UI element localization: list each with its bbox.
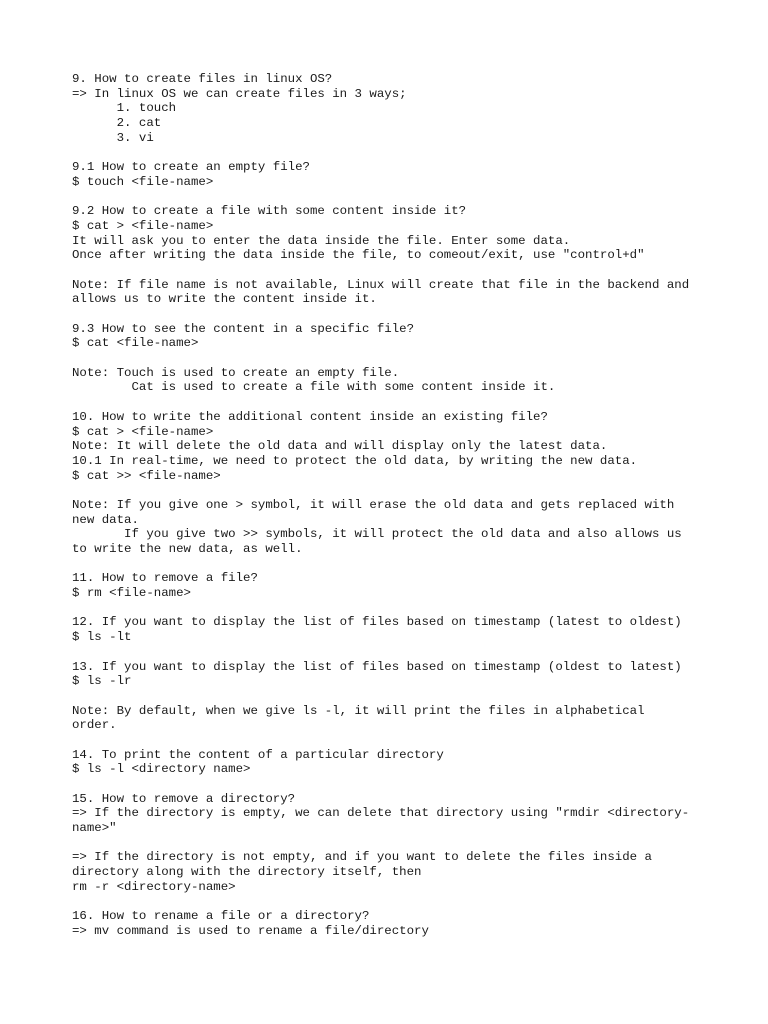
text-line: Once after writing the data inside the file, to comeout/exit, use "control+d": [72, 248, 645, 263]
text-line: $ cat > <file-name>: [72, 424, 214, 439]
text-line: => If the directory is not empty, and if you want to delete the files inside a: [72, 850, 652, 865]
text-line: Note: If you give one > symbol, it will erase the old data and gets replaced with: [72, 497, 675, 512]
blank-line: [72, 557, 712, 572]
text-line: new data.: [72, 512, 139, 527]
text-line: 9.2 How to create a file with some content inside it?: [72, 204, 467, 219]
text-line: Note: By default, when we give ls -l, it will print the files in alphabetical: [72, 703, 645, 718]
blank-line: [72, 689, 712, 704]
text-line: allows us to write the content inside it.: [72, 292, 377, 307]
text-line: name>": [72, 821, 117, 836]
blank-line: [72, 307, 712, 322]
blank-line: [72, 145, 712, 160]
text-line: $ rm <file-name>: [72, 586, 191, 601]
text-line: $ cat >> <file-name>: [72, 468, 221, 483]
text-line: => In linux OS we can create files in 3 ways;: [72, 86, 407, 101]
text-line: It will ask you to enter the data inside the file. Enter some data.: [72, 233, 571, 248]
text-line: $ ls -l <directory name>: [72, 762, 251, 777]
text-line: 11. How to remove a file?: [72, 571, 258, 586]
blank-line: [72, 777, 712, 792]
blank-line: [72, 395, 712, 410]
blank-line: [72, 895, 712, 910]
text-line: order.: [72, 718, 117, 733]
blank-line: [72, 645, 712, 660]
text-line: 13. If you want to display the list of files based on timestamp (oldest to latest): [72, 659, 682, 674]
blank-line: [72, 601, 712, 616]
text-line: $ touch <file-name>: [72, 174, 214, 189]
text-line: directory along with the directory itself, then: [72, 865, 422, 880]
text-line: 9. How to create files in linux OS?: [72, 72, 333, 86]
text-line: => mv command is used to rename a file/directory: [72, 923, 429, 938]
text-line: Note: If file name is not available, Linux will create that file in the backend and: [72, 277, 690, 292]
text-line: Note: It will delete the old data and will display only the latest data.: [72, 439, 608, 454]
blank-line: [72, 351, 712, 366]
text-line: $ cat <file-name>: [72, 336, 199, 351]
text-line: 9.1 How to create an empty file?: [72, 160, 310, 175]
blank-line: [72, 483, 712, 498]
text-line: If you give two >> symbols, it will protect the old data and also allows us: [72, 527, 682, 542]
text-line: to write the new data, as well.: [72, 542, 303, 556]
text-line: 1. touch: [72, 101, 177, 116]
blank-line: [72, 733, 712, 748]
text-line: 9.3 How to see the content in a specific file?: [72, 321, 415, 336]
text-line: 14. To print the content of a particular directory: [72, 747, 444, 762]
text-line: => If the directory is empty, we can delete that directory using "rmdir <directory-: [72, 806, 690, 821]
text-line: rm -r <directory-name>: [72, 879, 236, 894]
text-line: $ ls -lt: [72, 630, 132, 645]
blank-line: [72, 836, 712, 851]
text-line: 10.1 In real-time, we need to protect the old data, by writing the new data.: [72, 453, 638, 468]
text-line: $ cat > <file-name>: [72, 218, 214, 233]
text-line: 3. vi: [72, 130, 154, 145]
text-line: Note: Touch is used to create an empty file.: [72, 365, 400, 380]
text-line: 2. cat: [72, 116, 162, 131]
document-body: [72, 72, 712, 939]
text-line: $ ls -lr: [72, 674, 132, 689]
text-line: 16. How to rename a file or a directory?: [72, 909, 370, 924]
text-line: Cat is used to create a file with some content inside it.: [72, 380, 556, 395]
text-line: 10. How to write the additional content inside an existing file?: [72, 409, 548, 424]
blank-line: [72, 190, 712, 205]
text-line: 15. How to remove a directory?: [72, 791, 296, 806]
text-line: 12. If you want to display the list of files based on timestamp (latest to oldest): [72, 615, 682, 630]
blank-line: [72, 263, 712, 278]
